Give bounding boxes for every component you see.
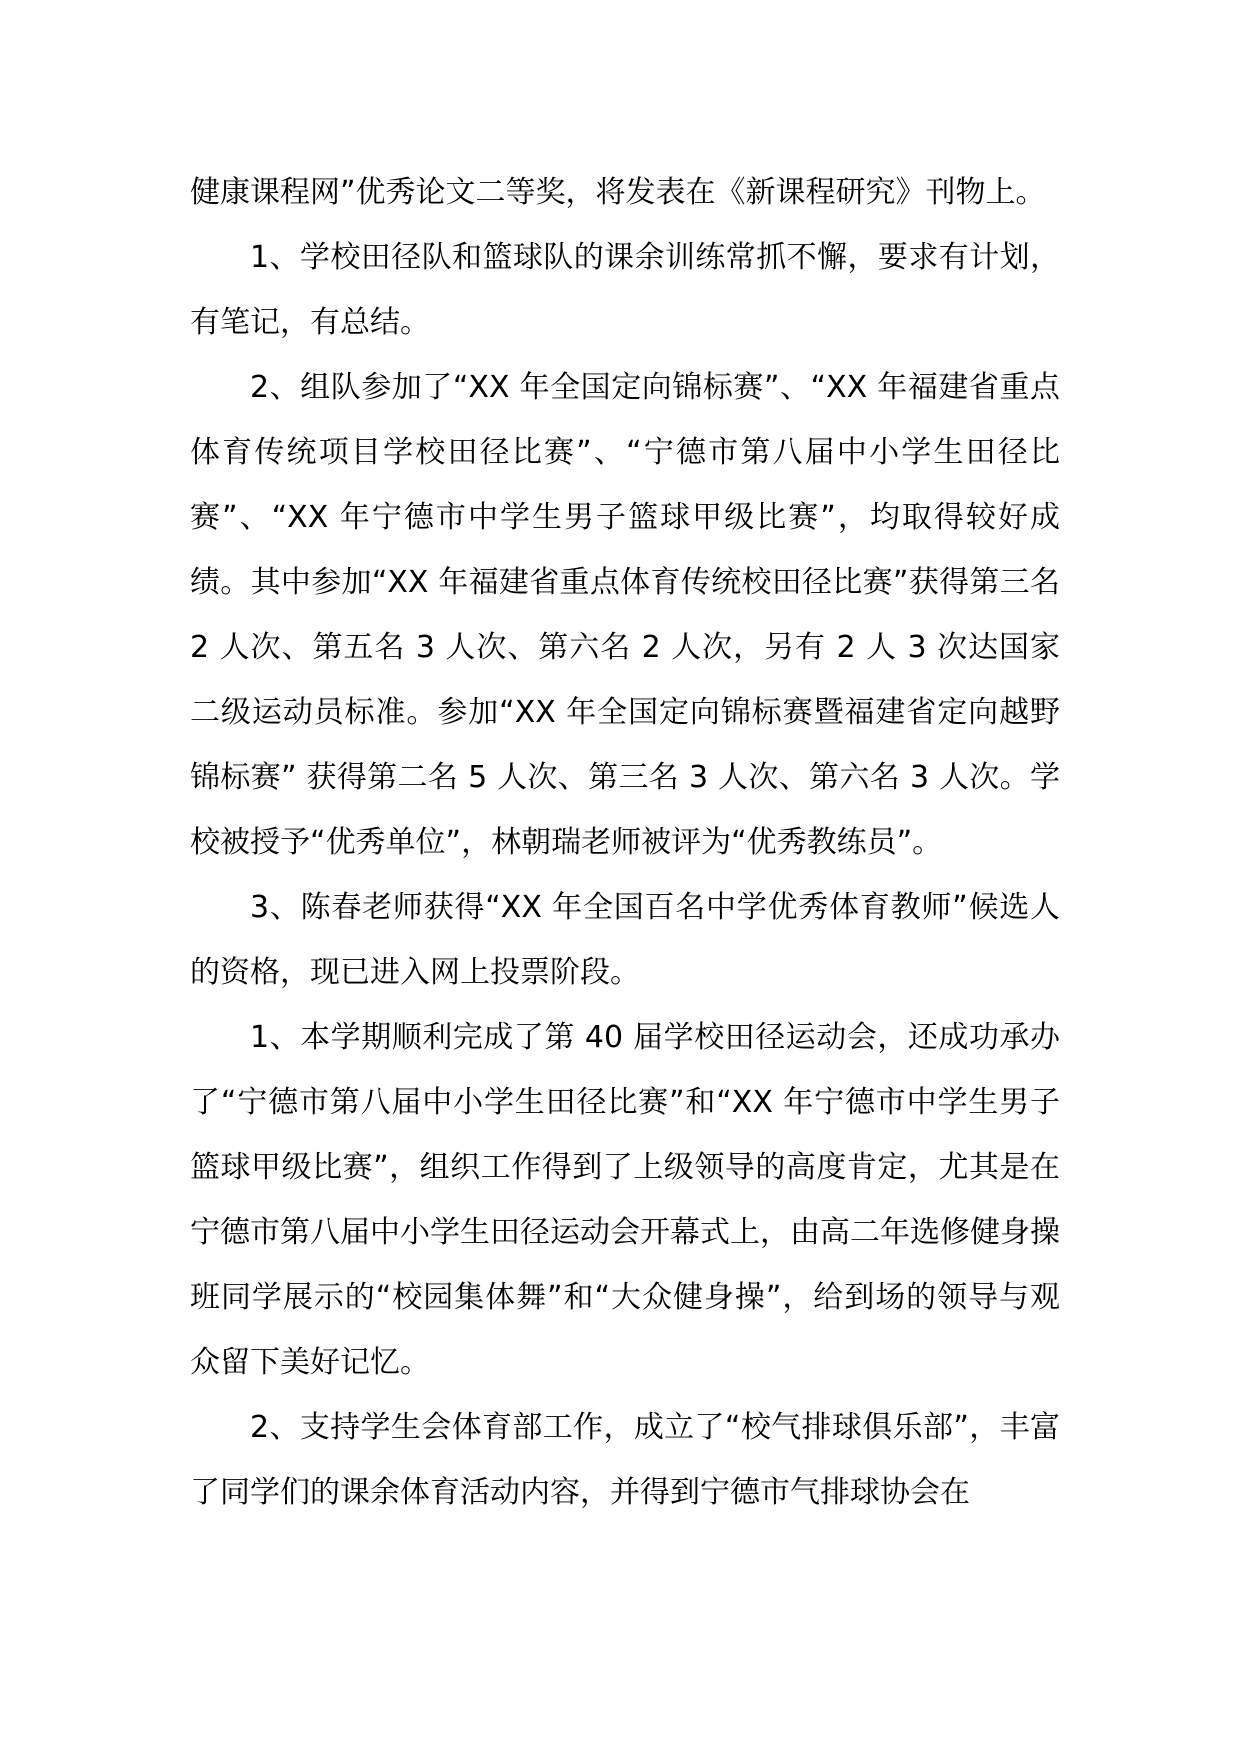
paragraph-volleyball-club: 2、支持学生会体育部工作，成立了“校气排球俱乐部”，丰富了同学们的课余体育活动内容，并得到宁德市气排球协会在	[190, 1410, 1060, 1510]
paragraph-competitions: 2、组队参加了“XX 年全国定向锦标赛”、“XX 年福建省重点体育传统项目学校田径比赛”、“宁德市第八届中小学生田径比赛”、“XX 年宁德市中学生男子篮球甲级比赛”，均取得较好成绩。其中参加“XX 年福建省重点体育传统校田径比赛”获得第三名 2 人次、第五名 3 人次、第六名 2 人次，另有 2 人 3 次达国家二级运动员标准。参加“XX 年全国定向锦标赛暨福建省定向越野锦标赛” 获得第二名 5 人次、第三名 3 人次、第六名 3 人次。学校被授予“优秀单位”，林朝瑞老师被评为“优秀教练员”。	[190, 370, 1060, 860]
paragraph-teacher-award: 3、陈春老师获得“XX 年全国百名中学优秀体育教师”候选人的资格，现已进入网上投票阶段。	[190, 890, 1060, 990]
document-body	[190, 160, 1060, 1525]
paragraph-continuation: 健康课程网”优秀论文二等奖，将发表在《新课程研究》刊物上。	[190, 175, 1046, 210]
paragraph-sports-meet: 1、本学期顺利完成了第 40 届学校田径运动会，还成功承办了“宁德市第八届中小学生田径比赛”和“XX 年宁德市中学生男子篮球甲级比赛”，组织工作得到了上级领导的高度肯定，尤其是在宁德市第八届中小学生田径运动会开幕式上，由高二年选修健身操班同学展示的“校园集体舞”和“大众健身操”，给到场的领导与观众留下美好记忆。	[190, 1020, 1060, 1380]
paragraph-training: 1、学校田径队和篮球队的课余训练常抓不懈，要求有计划，有笔记，有总结。	[190, 240, 1060, 340]
